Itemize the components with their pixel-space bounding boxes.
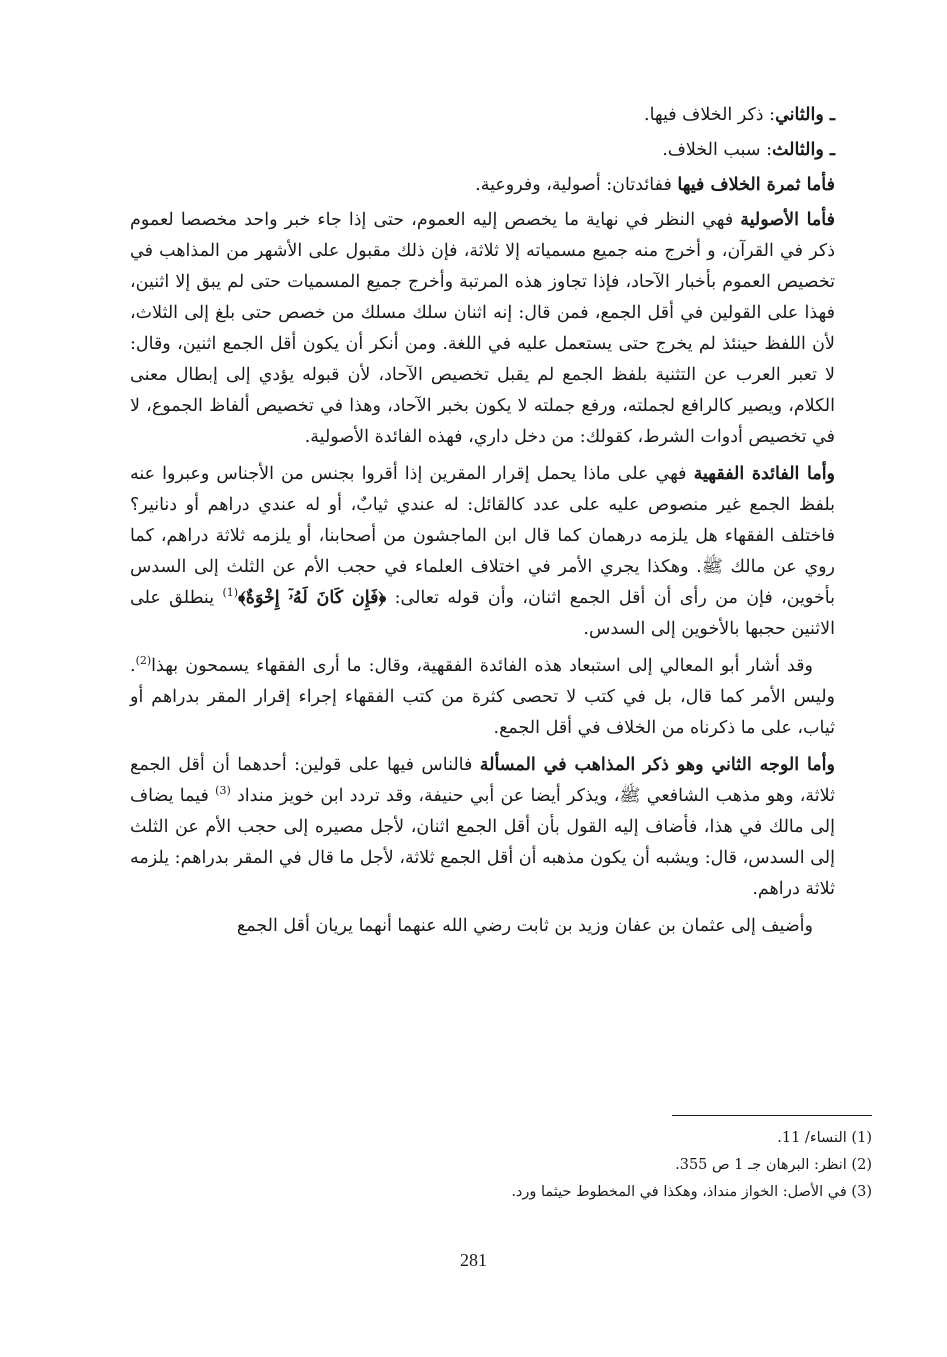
footnote-item: (3) في الأصل: الخواز منداذ، وهكذا في المخطوط حيثما ورد. [511, 1184, 872, 1200]
paragraph-text: ففائدتان: أصولية، وفروعية. [475, 175, 678, 195]
paragraph-lead: فأما ثمرة الخلاف فيها [677, 175, 835, 195]
paragraph-usuli-benefit [130, 205, 835, 453]
paragraph-fiqh-benefit [130, 459, 835, 645]
paragraph-text: فالناس فيها على قولين: أحدهما أن أقل الجمع ثلاثة، وهو مذهب الشافعي ﷺ، ويذكر أيضا عن أبي حنيفة، وقد تردد ابن خويز منداد [130, 755, 835, 806]
paragraph-text: فيما يضاف إلى مالك في هذا، فأضاف إليه القول بأن أقل الجمع اثنان، لأجل مصيره إلى حجب الأم عن الثلث إلى السدس، قال: ويشبه أن يكون مذهبه أن أقل الجمع ثلاثة، لأجل ما قال في المقر بدراهم: يلزمه ثلاثة دراهم. [130, 786, 835, 899]
footnote-ref: (1) [222, 586, 239, 600]
paragraph-lead: وأما الفائدة الفقهية [693, 464, 836, 484]
paragraph-text: . وليس الأمر كما قال، بل في كتب لا تحصى كثرة من كتب الفقهاء إجراء إقرار المقر بدراهم أو ثياب، على ما ذكرناه من الخلاف في أقل الجمع. [130, 656, 835, 738]
paragraph-third-point [130, 135, 835, 166]
footnote-item: (2) انظر: البرهان جـ 1 ص 355. [675, 1157, 872, 1173]
footnote-ref: (3) [215, 784, 231, 798]
paragraph-abu-al-maali [130, 651, 835, 744]
footnote-item: (1) النساء/ 11. [777, 1130, 872, 1146]
footnote-ref: (2) [135, 654, 152, 668]
paragraph-benefits [130, 170, 835, 201]
footnote-divider [672, 1115, 872, 1116]
page-number: 281 [460, 1250, 487, 1270]
paragraph-lead: وأما الوجه الثاني وهو ذكر المذاهب في المسألة [479, 755, 835, 775]
footnotes [130, 1125, 872, 1206]
quran-verse: ﴿فَإِن كَانَ لَهُۥٓ إِخْوَةٌ﴾ [238, 588, 387, 608]
paragraph-text: : سبب الخلاف. [662, 140, 772, 160]
paragraph-schools [130, 750, 835, 905]
paragraph-uthman [130, 911, 835, 942]
main-text [130, 100, 835, 948]
paragraph-lead: ـ والثاني [775, 105, 835, 125]
paragraph-text: فهي على ماذا يحمل إقرار المقرين إذا أقروا بجنس من الأجناس وعبروا عنه بلفظ الجمع غير منصوص عليه على عدد كالقائل: له عندي ثيابٌ، أو له عندي دراهم أو دنانير؟ فاختلف الفقهاء هل يلزمه درهمان كما قال ابن الماجشون من أصحابنا، أو يلزمه ثلاثة دراهم، كما روي عن مالك ﷺ. وهكذا يجري الأمر في اختلاف العلماء في حجب الأم عن الثلث إلى السدس بأخوين، فإن من رأى أن أقل الجمع اثنان، وأن قوله تعالى: [130, 464, 835, 608]
paragraph-second-point [130, 100, 835, 131]
paragraph-text: ينطلق على الاثنين حجبها بالأخوين إلى السدس. [130, 588, 835, 639]
paragraph-lead: ـ والثالث [772, 140, 835, 160]
paragraph-lead: فأما الأصولية [740, 210, 835, 230]
paragraph-text: وأضيف إلى عثمان بن عفان وزيد بن ثابت رضي الله عنهما أنهما يريان أقل الجمع [236, 916, 813, 936]
paragraph-text: : ذكر الخلاف فيها. [644, 105, 776, 125]
paragraph-text: وقد أشار أبو المعالي إلى استبعاد هذه الفائدة الفقهية، وقال: ما أرى الفقهاء يسمحون بهذا [151, 656, 813, 676]
paragraph-text: فهي النظر في نهاية ما يخصص إليه العموم، حتى إذا جاء خبر واحد مخصصا لعموم ذكر في القرآن، و أخرج منه جميع مسمياته إلا ثلاثة، فإن ذلك مقبول على الأشهر من المذاهب في تخصيص العموم بأخبار الآحاد، فإذا تجاوز هذه المرتبة وأخرج جميع المسميات حتى لم يبق إلا اثنين، فهذا على القولين في أقل الجمع، فمن قال: إنه اثنان سلك مسلك من خصص حتى بلغ إلى الثلاث، لأن اللفظ حينئذ لم يخرج حتى يستعمل عليه في اللغة. ومن أنكر أن يكون أقل الجمع اثنين، وقال: لا تعبر العرب عن التثنية بلفظ الجمع لم يقبل تخصيص الآحاد، لأن قبوله يؤدي إلى إبطال معنى الكلام، ويصير كالرافع لجملته، ورفع جملته لا يكون بخبر الآحاد، وهذا في تخصيص ألفاظ الجموع، لا في تخصيص أدوات الشرط، كقولك: من دخل داري، فهذه الفائدة الأصولية. [130, 210, 835, 447]
